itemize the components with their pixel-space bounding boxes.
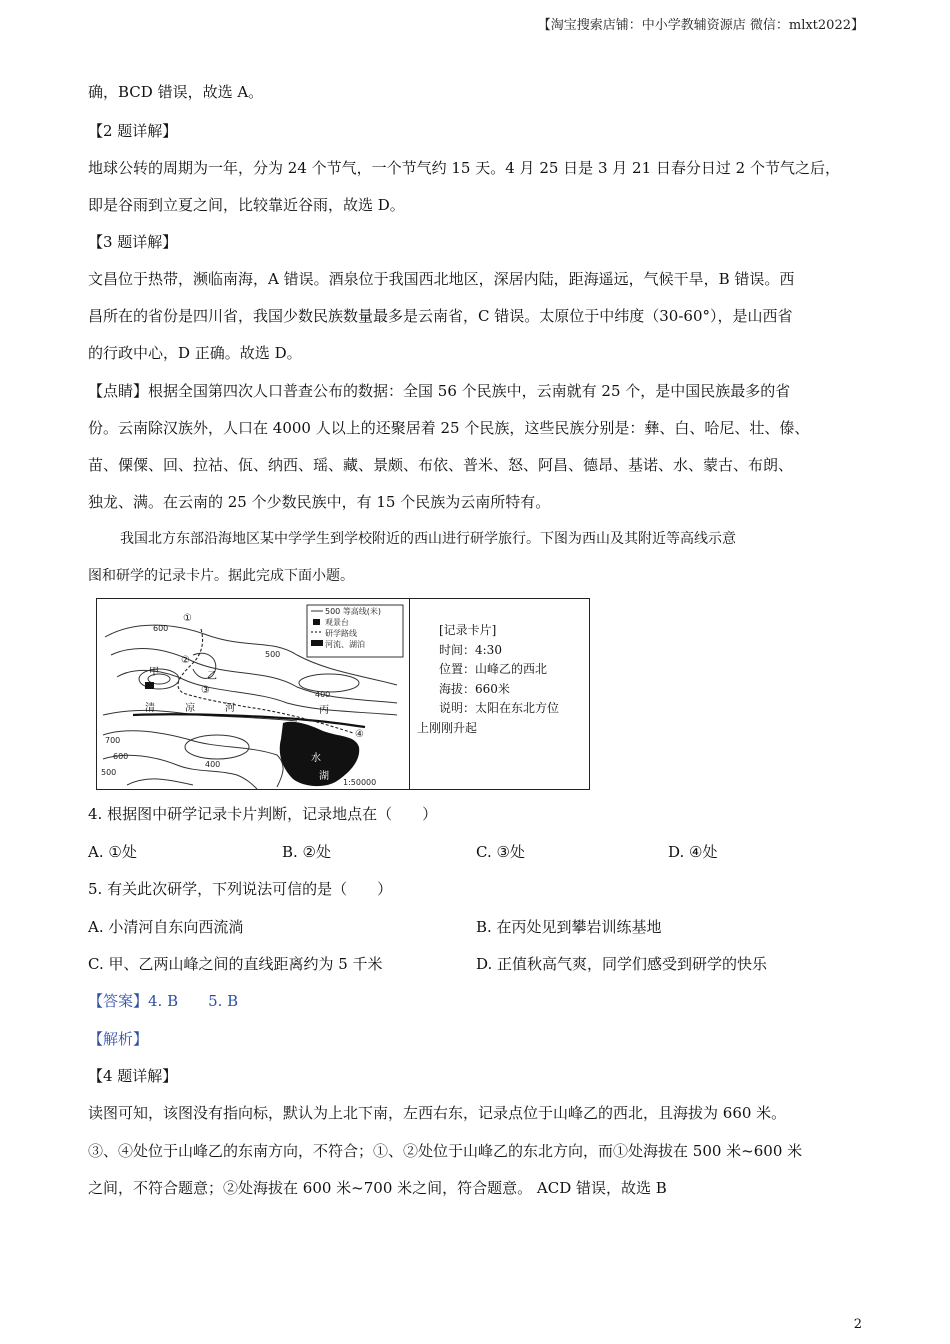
answer-line: 【答案】4. B 5. B xyxy=(88,992,239,1010)
q4-option-b: B. ②处 xyxy=(282,843,332,861)
text-line: 确，BCD 错误，故选 A。 xyxy=(88,83,264,101)
lake-char: 湖 xyxy=(319,771,329,782)
q5-option-c: C. 甲、乙两山峰之间的直线距离约为 5 千米 xyxy=(88,955,383,973)
legend-route: 研学路线 xyxy=(325,629,357,638)
card-time: 时间：4:30 xyxy=(439,642,502,657)
text-line: 昌所在的省份是四川省，我国少数民族数量最多是云南省，C 错误。太原位于中纬度（30-60°），是山西省 xyxy=(88,307,793,325)
river-char: 清 xyxy=(145,703,155,714)
q2-title: 【2 题详解】 xyxy=(88,122,178,140)
legend-viewpoint: 观景台 xyxy=(325,618,349,627)
text-line: 份。云南除汉族外，人口在 4000 人以上的还聚居着 25 个民族，这些民族分别是：彝、白、哈尼、壮、傣、 xyxy=(88,419,810,437)
record-card xyxy=(417,621,559,738)
contour-label: 400 xyxy=(205,760,221,769)
contour-map-figure xyxy=(96,598,590,790)
place-bing: 丙 xyxy=(319,705,329,716)
text-line: 的行政中心，D 正确。故选 D。 xyxy=(88,344,302,362)
question-5: 5. 有关此次研学，下列说法可信的是（ ） xyxy=(88,880,393,898)
q5-option-d: D. 正值秋高气爽，同学们感受到研学的快乐 xyxy=(476,955,768,973)
contour-label: 600 xyxy=(153,624,169,633)
q4-option-a: A. ①处 xyxy=(88,843,137,861)
text-line: 我国北方东部沿海地区某中学学生到学校附近的西山进行研学旅行。下图为西山及其附近等高线示意 xyxy=(120,531,736,547)
card-note-cont: 上刚刚升起 xyxy=(417,720,478,735)
q4-option-c: C. ③处 xyxy=(476,843,525,861)
q5-option-a: A. 小清河自东向西流淌 xyxy=(88,918,244,936)
point-3: ③ xyxy=(201,685,210,696)
analysis-heading: 【解析】 xyxy=(88,1030,149,1048)
q4-title: 【4 题详解】 xyxy=(88,1067,178,1085)
card-position: 位置：山峰乙的西北 xyxy=(439,662,548,676)
contour-label: 600 xyxy=(113,752,129,761)
point-1: ① xyxy=(183,613,192,624)
text-line: 独龙、满。在云南的 25 个少数民族中，有 15 个民族为云南所特有。 xyxy=(88,493,551,511)
legend-water: 河流、湖泊 xyxy=(325,640,365,649)
point-2: ② xyxy=(181,655,190,666)
card-altitude: 海拔：660米 xyxy=(439,681,510,696)
map-scale: 1:50000 xyxy=(343,778,377,787)
legend-contour: 500 等高线(米) xyxy=(325,607,382,616)
card-note: 说明：太阳在东北方位 xyxy=(439,701,560,715)
card-title: [记录卡片] xyxy=(439,623,497,637)
page-number: 2 xyxy=(853,1317,862,1332)
text-line: 苗、傈僳、回、拉祜、佤、纳西、瑶、藏、景颇、布依、普米、怒、阿昌、德昂、基诺、水、蒙古、布朗、 xyxy=(88,456,794,474)
q3-title: 【3 题详解】 xyxy=(88,233,178,251)
q4-option-d: D. ④处 xyxy=(668,843,718,861)
contour-label: 500 xyxy=(265,650,281,659)
text-line: 读图可知，该图没有指向标，默认为上北下南，左西右东，记录点位于山峰乙的西北，且海拔为 660 米。 xyxy=(88,1104,787,1122)
contour-map xyxy=(97,599,410,789)
peak-jia: 甲 xyxy=(149,667,159,678)
text-line: 图和研学的记录卡片。据此完成下面小题。 xyxy=(88,568,354,584)
contour-label: 700 xyxy=(105,736,121,745)
contour-label: 400 xyxy=(315,690,331,699)
text-line: ③、④处位于山峰乙的东南方向，不符合；①、②处位于山峰乙的东北方向，而①处海拔在 500 米~600 米 xyxy=(88,1142,803,1160)
text-line: 【点睛】根据全国第四次人口普查公布的数据：全国 56 个民族中，云南就有 25 个，是中国民族最多的省 xyxy=(88,382,791,400)
river-char: 河 xyxy=(225,703,235,714)
peak-yi: 乙 xyxy=(207,671,217,682)
river-char: 凉 xyxy=(185,703,195,714)
text-line: 之间，不符合题意；②处海拔在 600 米~700 米之间，符合题意。 ACD 错误，故选 B xyxy=(88,1179,667,1197)
q5-option-b: B. 在丙处见到攀岩训练基地 xyxy=(476,918,662,936)
text-line: 文昌位于热带，濒临南海，A 错误。酒泉位于我国西北地区，深居内陆，距海遥远，气候干旱，B 错误。西 xyxy=(88,270,795,288)
lake-char: 水 xyxy=(311,753,321,764)
page-header: 【淘宝搜索店铺：中小学教辅资源店 微信：mlxt2022】 xyxy=(537,18,864,33)
contour-label: 500 xyxy=(101,768,117,777)
text-line: 即是谷雨到立夏之间，比较靠近谷雨，故选 D。 xyxy=(88,196,405,214)
text-line: 地球公转的周期为一年，分为 24 个节气，一个节气约 15 天。4 月 25 日是 3 月 21 日春分日过 2 个节气之后， xyxy=(88,159,840,177)
question-4: 4. 根据图中研学记录卡片判断，记录地点在（ ） xyxy=(88,805,438,823)
point-4: ④ xyxy=(355,729,364,740)
